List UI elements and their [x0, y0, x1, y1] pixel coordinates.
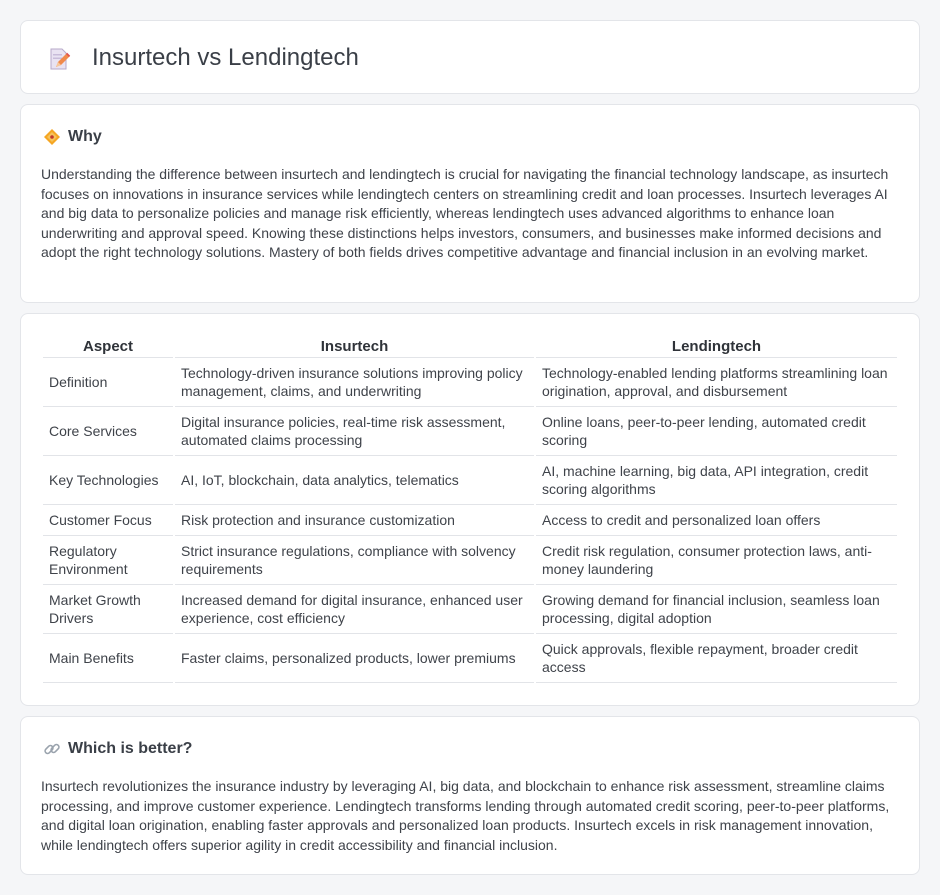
header-insurtech: Insurtech [175, 336, 534, 358]
cell-lendingtech: Online loans, peer-to-peer lending, automated credit scoring [536, 407, 897, 456]
cell-lendingtech: Credit risk regulation, consumer protection laws, anti-money laundering [536, 536, 897, 585]
header-aspect: Aspect [43, 336, 173, 358]
table-row [43, 358, 897, 407]
table-row [43, 634, 897, 683]
page-title: Insurtech vs Lendingtech [92, 44, 359, 71]
cell-insurtech: Technology-driven insurance solutions improving policy management, claims, and underwriting [175, 358, 534, 407]
cell-aspect: Market Growth Drivers [43, 585, 173, 634]
cell-lendingtech: AI, machine learning, big data, API integration, credit scoring algorithms [536, 456, 897, 505]
cell-insurtech: Faster claims, personalized products, lower premiums [175, 634, 534, 683]
diamond-icon [43, 128, 61, 146]
document-pencil-icon [47, 47, 71, 71]
why-section [20, 104, 920, 303]
table-row [43, 536, 897, 585]
cell-insurtech: Increased demand for digital insurance, enhanced user experience, cost efficiency [175, 585, 534, 634]
cell-lendingtech: Growing demand for financial inclusion, seamless loan processing, digital adoption [536, 585, 897, 634]
cell-aspect: Core Services [43, 407, 173, 456]
cell-aspect: Main Benefits [43, 634, 173, 683]
cell-lendingtech: Quick approvals, flexible repayment, broader credit access [536, 634, 897, 683]
why-heading [43, 127, 102, 147]
header-lendingtech: Lendingtech [536, 336, 897, 358]
cell-aspect: Definition [43, 358, 173, 407]
comparison-section [20, 313, 920, 706]
why-title: Why [68, 128, 102, 145]
better-title: Which is better? [68, 740, 193, 757]
table-row [43, 456, 897, 505]
cell-aspect: Regulatory Environment [43, 536, 173, 585]
link-icon [43, 740, 61, 758]
better-text: Insurtech revolutionizes the insurance industry by leveraging AI, big data, and blockchain to enhance risk assessment, streamline claims processing, and improve customer experience. Lendingtech transforms lending through automated credit scoring, peer-to-peer platforms, and digital loan origination, enabling faster approvals and personalized loan products. Insurtech excels in risk management innovation, while lendingtech offers superior agility in credit accessibility and financial inclusion. [41, 778, 890, 853]
table-row [43, 407, 897, 456]
cell-insurtech: Risk protection and insurance customization [175, 505, 534, 536]
table-header-row [43, 336, 897, 358]
cell-insurtech: Strict insurance regulations, compliance with solvency requirements [175, 536, 534, 585]
table-row [43, 585, 897, 634]
which-is-better-section [20, 716, 920, 875]
comparison-table [41, 336, 899, 683]
cell-insurtech: Digital insurance policies, real-time risk assessment, automated claims processing [175, 407, 534, 456]
cell-lendingtech: Technology-enabled lending platforms streamlining loan origination, approval, and disbursement [536, 358, 897, 407]
cell-insurtech: AI, IoT, blockchain, data analytics, telematics [175, 456, 534, 505]
why-text: Understanding the difference between insurtech and lendingtech is crucial for navigating the financial technology landscape, as insurtech focuses on innovations in insurance services while lendingtech centers on streamlining credit and loan processes. Insurtech leverages AI and big data to personalize policies and manage risk efficiently, whereas lendingtech uses advanced algorithms to enhance loan underwriting and approval speed. Knowing these distinctions helps investors, consumers, and businesses make informed decisions and adopt the right technology solutions. Mastery of both fields drives competitive advantage and financial inclusion in an evolving market. [41, 166, 889, 260]
cell-lendingtech: Access to credit and personalized loan offers [536, 505, 897, 536]
cell-aspect: Key Technologies [43, 456, 173, 505]
cell-aspect: Customer Focus [43, 505, 173, 536]
title-card [20, 20, 920, 94]
table-row [43, 505, 897, 536]
better-heading [43, 739, 192, 759]
